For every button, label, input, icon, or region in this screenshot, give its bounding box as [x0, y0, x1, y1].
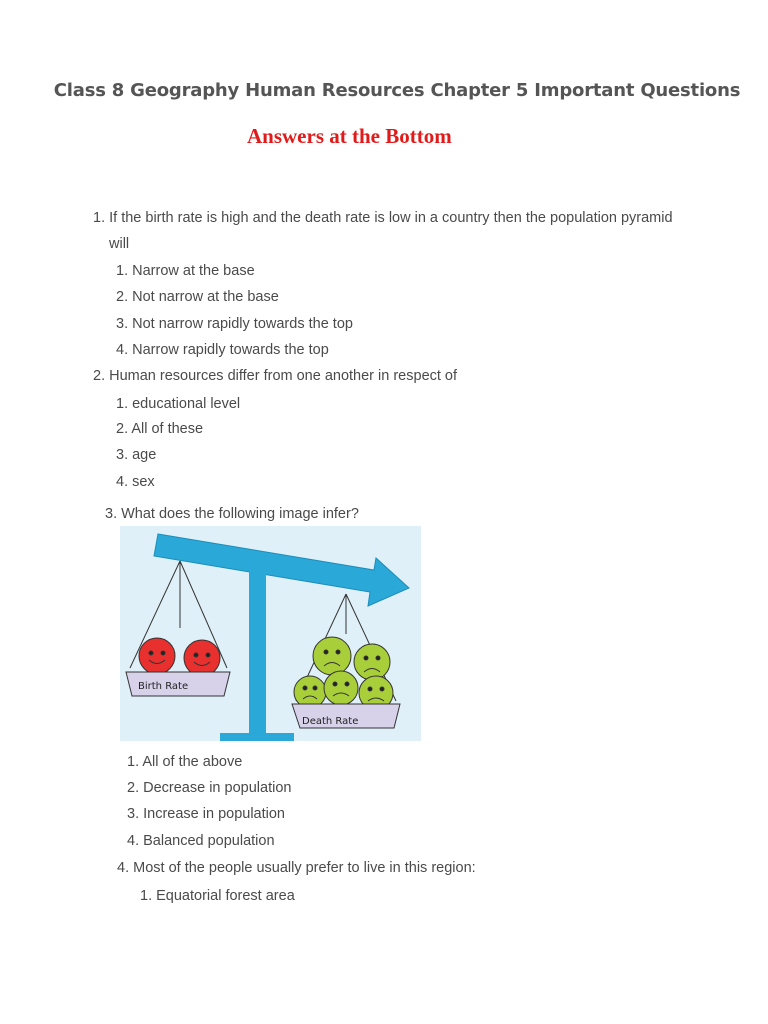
option-item: 2. Decrease in population — [127, 780, 292, 796]
option-item: 3. age — [116, 447, 157, 463]
option-item: 4. sex — [116, 474, 155, 490]
scale-base — [220, 733, 294, 741]
left-pan-label: Birth Rate — [138, 681, 189, 692]
option-item: 1. Narrow at the base — [116, 263, 255, 279]
sad-face — [354, 644, 390, 680]
balance-scale-illustration — [120, 526, 421, 741]
option-item: 2. Not narrow at the base — [116, 289, 279, 305]
option-item: 1. Equatorial forest area — [140, 888, 295, 904]
happy-face — [139, 638, 175, 674]
sad-face — [324, 671, 358, 705]
question-text: 3. What does the following image infer? — [105, 506, 359, 522]
page-subtitle: Answers at the Bottom — [247, 124, 452, 148]
right-pan-label: Death Rate — [302, 716, 359, 727]
option-item: 3. Not narrow rapidly towards the top — [116, 316, 353, 332]
sad-face — [294, 676, 326, 708]
option-item: 3. Increase in population — [127, 806, 285, 822]
option-item: 4. Balanced population — [127, 833, 275, 849]
happy-face — [184, 640, 220, 676]
scale-pillar — [249, 568, 266, 736]
sad-face — [313, 637, 351, 675]
question-text: 2. Human resources differ from one another in respect of — [93, 368, 458, 384]
question-text: 1. If the birth rate is high and the death rate is low in a country then the population pyramid — [93, 210, 673, 226]
option-item: 4. Narrow rapidly towards the top — [116, 342, 329, 358]
option-item: 1. educational level — [116, 396, 241, 412]
option-item: 1. All of the above — [127, 754, 243, 770]
question-text-continued: will — [109, 236, 130, 252]
page-title: Class 8 Geography Human Resources Chapter 5 Important Questions — [53, 80, 741, 101]
option-item: 2. All of these — [116, 421, 204, 437]
question-text: 4. Most of the people usually prefer to live in this region: — [117, 860, 476, 876]
